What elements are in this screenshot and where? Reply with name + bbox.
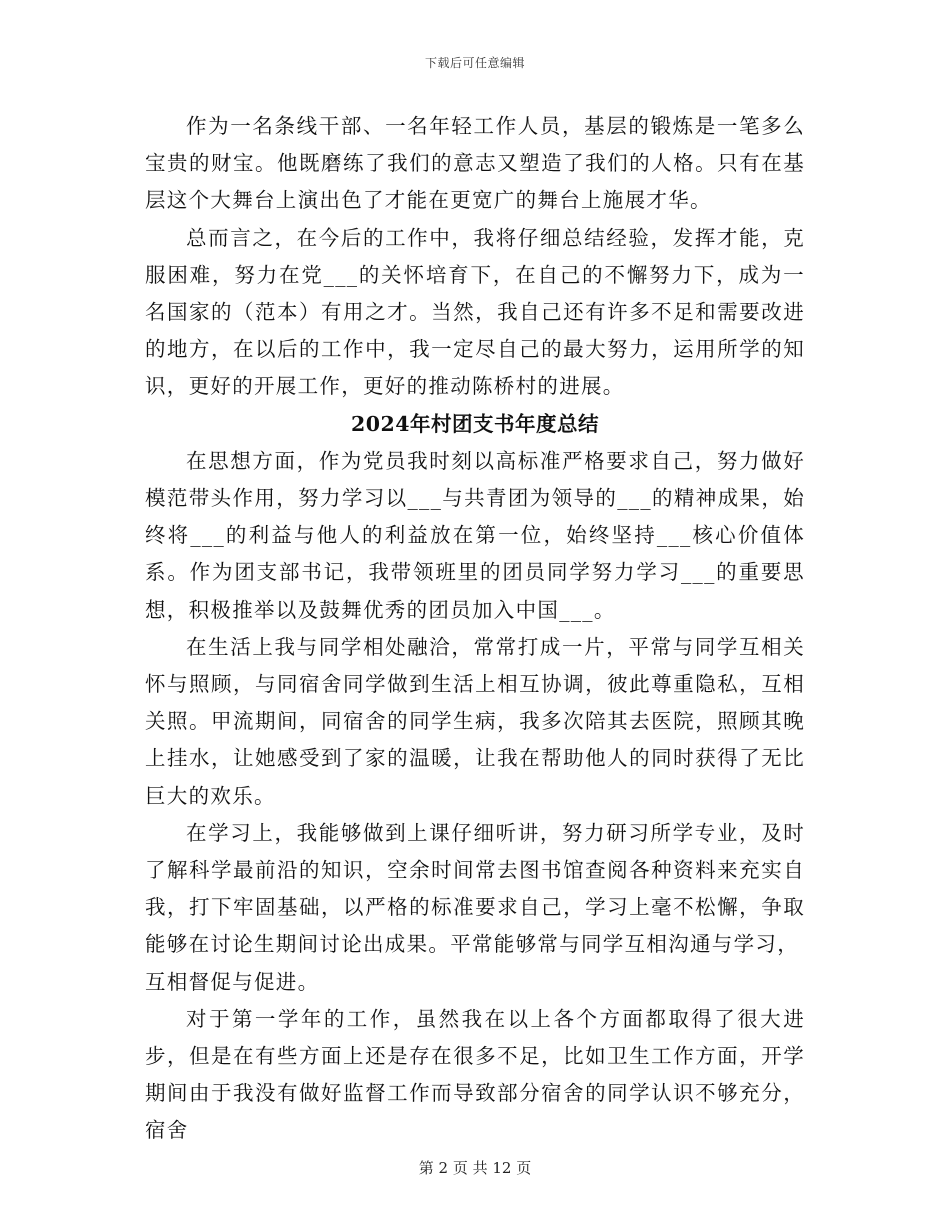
- paragraph: 在学习上，我能够做到上课仔细听讲，努力研习所学专业，及时了解科学最前沿的知识，空余时间常去图书馆查阅各种资料来充实自我，打下牢固基础，以严格的标准要求自己，学习上毫不松懈，争取能够在讨论生期间讨论出成果。平常能够常与同学互相沟通与学习，: [145, 820, 805, 957]
- paragraph-continuation: 互相督促与促进。: [145, 969, 320, 994]
- paragraph: 在思想方面，作为党员我时刻以高标准严格要求自己，努力做好模范带头作用，努力学习以___与共青团为领导的___的精神成果，始终将___的利益与他人的利益放在第一位，始终坚持___核心价值体系。作为团支部书记，我带领班里的团员同学努力学习___的重要思想，积极推举以及鼓舞优秀的团员加入中国___。: [145, 448, 805, 622]
- section-title: 2024年村团支书年度总结: [350, 411, 600, 436]
- paragraph: 对于第一学年的工作，虽然我在以上各个方面都取得了很大进步，但是在有些方面上还是存在很多不足，比如卫生工作方面，开学期间由于我没有做好监督工作而导致部分宿舍的同学认识不够充分，宿舍: [145, 1006, 805, 1143]
- page-header: 下载后可任意编辑: [424, 56, 525, 70]
- paragraph: 在生活上我与同学相处融洽，常常打成一片，平常与同学互相关怀与照顾，与同宿舍同学做到生活上相互协调，彼此尊重隐私，互相关照。甲流期间，同宿舍的同学生病，我多次陪其去医院，照顾其晚上挂水，让她感受到了家的温暖，让我在帮助他人的同时获得了无比巨大的欢乐。: [145, 634, 805, 808]
- paragraph: 总而言之，在今后的工作中，我将仔细总结经验，发挥才能，克服困难，努力在党___的关怀培育下，在自己的不懈努力下，成为一名国家的（范本）有用之才。当然，我自己还有许多不足和需要改进的地方，在以后的工作中，我一定尽自己的最大努力，运用所学的知识，更好的开展工作，更好的推动陈桥村的进展。: [145, 225, 805, 399]
- paragraph: 作为一名条线干部、一名年轻工作人员，基层的锻炼是一笔多么宝贵的财宝。他既磨练了我们的意志又塑造了我们的人格。只有在基层这个大舞台上演出色了才能在更宽广的舞台上施展才华。: [145, 114, 805, 213]
- page-footer: 第 2 页 共 12 页: [418, 1159, 532, 1177]
- document-body: [145, 108, 805, 1150]
